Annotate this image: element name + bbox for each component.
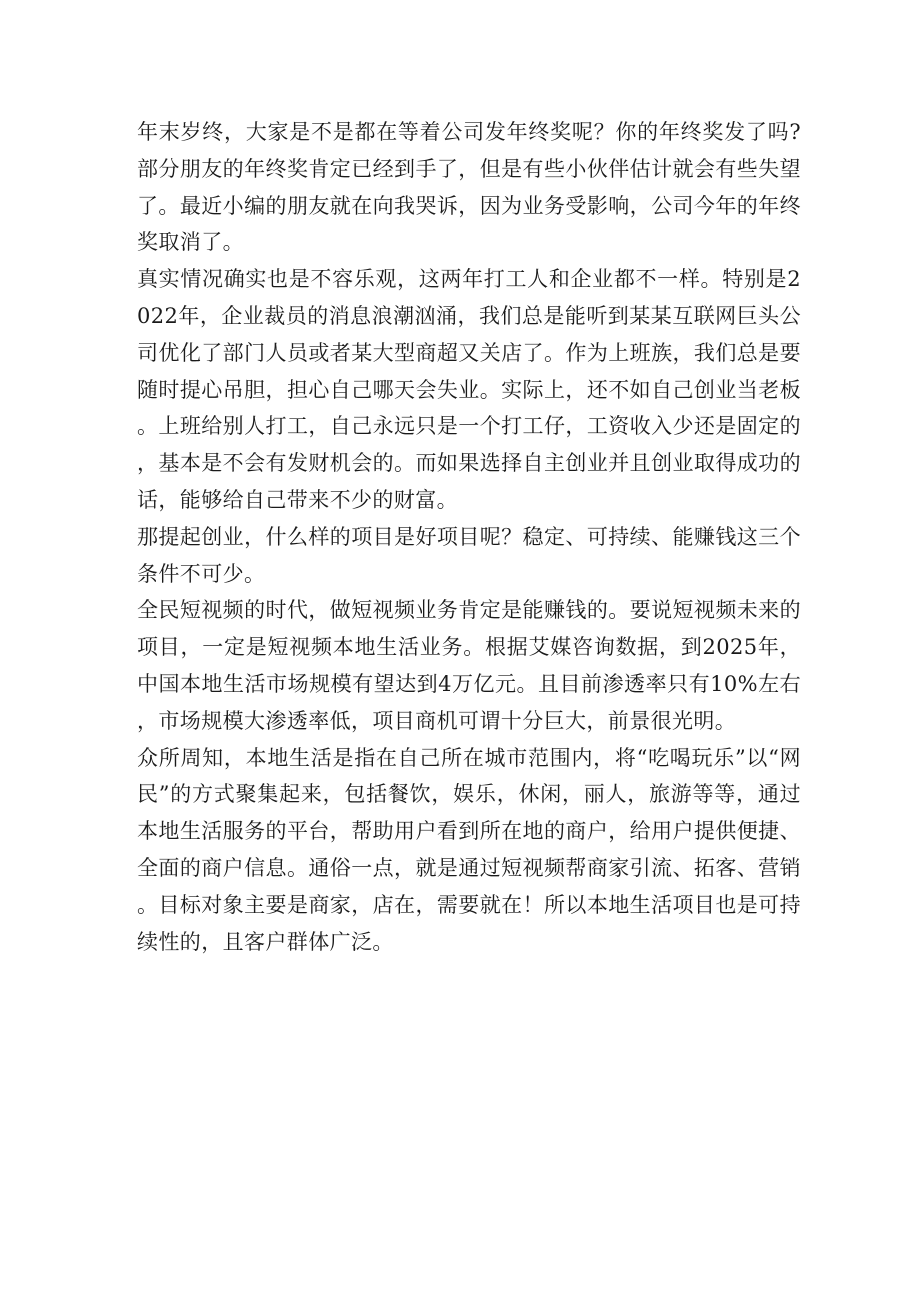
paragraph-reality-layoffs: 真实情况确实也是不容乐观，这两年打工人和企业都不一样。特别是2022年，企业裁员的消息浪潮汹涌，我们总是能听到某某互联网巨头公司优化了部门人员或者某大型商超又关店了。作为上班族，我们总是要随时提心吊胆，担心自己哪天会失业。实际上，还不如自己创业当老板。上班给别人打工，自己永远只是一个打工仔，工资收入少还是固定的，基本是不会有发财机会的。而如果选择自主创业并且创业取得成功的话，能够给自己带来不少的财富。	[137, 267, 801, 512]
paragraph-local-life: 众所周知，本地生活是指在自己所在城市范围内，将“吃喝玩乐”以“网民”的方式聚集起来，包括餐饮，娱乐，休闲，丽人，旅游等等，通过本地生活服务的平台，帮助用户看到所在地的商户，给用户提供便捷、全面的商户信息。通俗一点，就是通过短视频帮商家引流、拓客、营销。目标对象主要是商家，店在，需要就在！所以本地生活项目也是可持续性的，且客户群体广泛。	[137, 745, 801, 954]
paragraph-good-project: 那提起创业，什么样的项目是好项目呢？稳定、可持续、能赚钱这三个条件不可少。	[137, 524, 801, 586]
paragraph-year-end-bonus: 年末岁终，大家是不是都在等着公司发年终奖呢？你的年终奖发了吗?部分朋友的年终奖肯定已经到手了，但是有些小伙伴估计就会有些失望了。最近小编的朋友就在向我哭诉，因为业务受影响，公司今年的年终奖取消了。	[137, 120, 801, 255]
paragraph-short-video: 全民短视频的时代，做短视频业务肯定是能赚钱的。要说短视频未来的项目，一定是短视频本地生活业务。根据艾媒咨询数据，到2025年，中国本地生活市场规模有望达到4万亿元。且目前渗透率只有10%左右，市场规模大渗透率低，项目商机可谓十分巨大，前景很光明。	[137, 598, 801, 733]
article-body	[137, 114, 801, 960]
